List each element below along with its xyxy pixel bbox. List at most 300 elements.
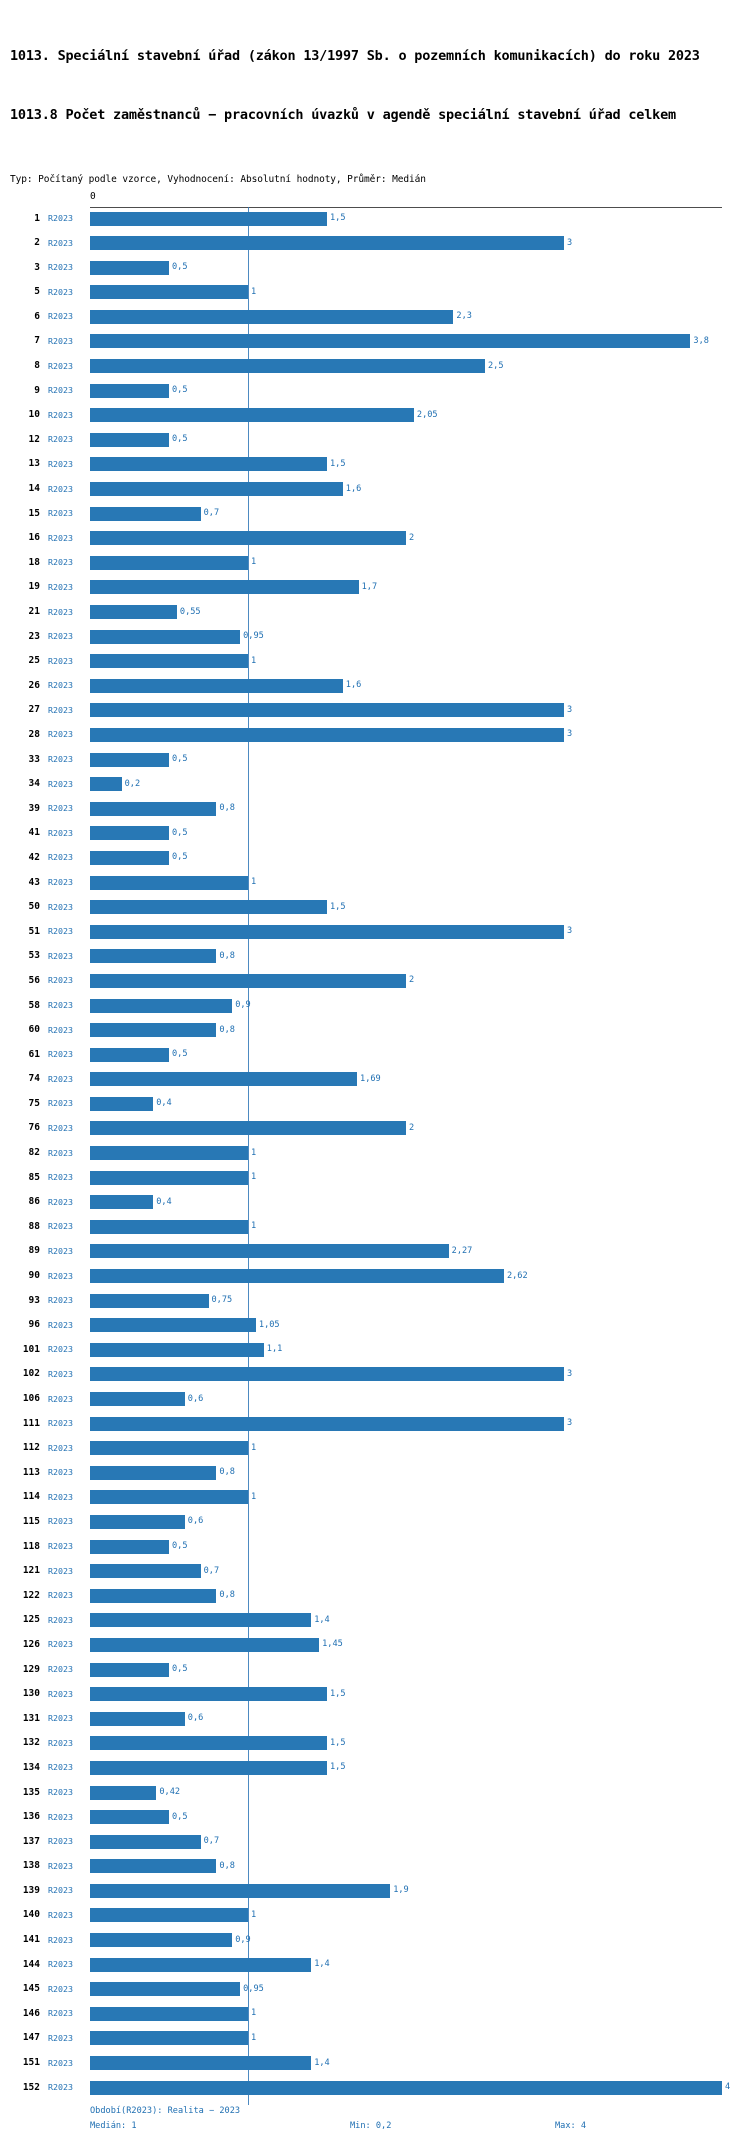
bar [90,2056,311,2070]
bar-value-label: 0,5 [172,385,188,396]
row-category-label: 41 [28,827,40,839]
row-series-label: R2023 [48,1934,73,1945]
row-series-label: R2023 [48,483,73,494]
bar-track [90,1859,730,1873]
bar-row [10,674,740,699]
bar [90,876,248,890]
bar-row [10,575,740,600]
row-series-label: R2023 [48,1737,73,1748]
bar-track [90,1687,730,1701]
bar-track [90,1072,730,1086]
bar [90,1097,153,1111]
row-category-label: 146 [22,2007,40,2019]
row-category-label: 89 [28,1245,40,1257]
row-series-label: R2023 [48,1713,73,1724]
row-category-label: 21 [28,606,40,617]
bar [90,310,453,324]
bar-value-label: 1,45 [322,1639,343,1650]
row-category-label: 129 [22,1663,40,1675]
bar-value-label: 0,8 [219,1467,235,1478]
bar-row [10,994,740,1019]
bar-row [10,1781,740,1806]
row-category-label: 2 [34,237,40,249]
bar-row [10,723,740,748]
row-series-label: R2023 [48,1491,73,1502]
bar-track [90,1343,730,1357]
row-series-label: R2023 [48,877,73,888]
bar-value-label: 0,5 [172,262,188,273]
row-category-label: 125 [22,1614,40,1626]
bar [90,753,169,767]
row-series-label: R2023 [48,335,73,346]
bar-track [90,630,730,644]
row-category-label: 26 [28,679,40,691]
row-series-label: R2023 [48,1467,73,1478]
row-series-label: R2023 [48,1541,73,1552]
bar-row [10,1190,740,1215]
row-series-label: R2023 [48,213,73,223]
bar [90,851,169,865]
row-category-label: 132 [22,1737,40,1749]
bar-track [90,826,730,840]
row-series-label: R2023 [48,2057,73,2068]
bar-track [90,1638,730,1652]
bar-row [10,1682,740,1707]
bar-value-label: 1,5 [330,1737,346,1748]
bar-row [10,1313,740,1338]
bar-row [10,1903,740,1928]
bar-value-label: 0,5 [172,434,188,445]
bar-row [10,1387,740,1412]
bar-row [10,969,740,994]
bar [90,1982,240,1996]
bar-row [10,920,740,945]
bar-track [90,949,730,963]
bar-row [10,1756,740,1781]
row-category-label: 139 [22,1884,40,1896]
bar-value-label: 0,8 [219,1590,235,1601]
bar-row [10,1633,740,1658]
bar-track [90,580,730,594]
bar-value-label: 2 [409,1122,415,1133]
bar-track [90,1908,730,1922]
bar-track [90,679,730,693]
bar-value-label: 0,5 [172,1541,188,1552]
bar [90,1859,216,1873]
row-series-label: R2023 [48,1073,73,1084]
bar-row [10,1289,740,1314]
bar-row [10,1092,740,1117]
bar-row [10,526,740,551]
row-series-label: R2023 [48,1221,73,1232]
bar-track [90,457,730,471]
bar-track [90,408,730,422]
bar-track [90,507,730,521]
bar-row [10,1854,740,1879]
bar-row [10,551,740,576]
bar-value-label: 0,7 [203,508,220,519]
bar-track [90,556,730,570]
row-category-label: 86 [28,1196,40,1208]
bar-value-label: 3 [567,704,573,715]
bar [90,236,564,250]
bar-row [10,1264,740,1289]
bar-value-label: 1,9 [393,1885,409,1896]
bar [90,556,248,570]
bar-value-label: 1,05 [258,1319,280,1330]
bar-value-label: 1,69 [360,1073,381,1084]
bar [90,654,248,668]
bar-value-label: 0,4 [156,1196,172,1207]
row-category-label: 152 [22,2081,40,2093]
row-series-label: R2023 [48,1787,73,1797]
bar [90,1687,327,1701]
bar [90,1392,185,1406]
chart-title-line2: 1013.8 Počet zaměstnanců − pracovních úvazků v agendě speciální stavební úřad celkem [10,106,676,123]
row-category-label: 75 [28,1097,40,1109]
bar-value-label: 3,8 [693,335,709,346]
bar-track [90,2056,730,2070]
row-series-label: R2023 [48,975,73,986]
bar-track [90,1613,730,1627]
bar [90,1269,504,1283]
bar-row [10,1928,740,1953]
bar [90,1540,169,1554]
row-category-label: 147 [22,2032,40,2044]
bar [90,457,327,471]
bar-value-label: 0,55 [179,606,201,617]
row-category-label: 96 [28,1319,40,1331]
bar [90,974,406,988]
row-category-label: 82 [28,1147,40,1159]
row-category-label: 28 [28,728,40,740]
row-series-label: R2023 [48,1122,73,1133]
bar-value-label: 0,5 [172,754,188,765]
row-category-label: 136 [22,1811,40,1823]
bar-track [90,1490,730,1504]
bar-track [90,310,730,324]
bar [90,507,201,521]
bar-track [90,1269,730,1283]
bar [90,1195,153,1209]
row-series-label: R2023 [48,1762,73,1773]
bar [90,1048,169,1062]
row-category-label: 23 [28,630,40,642]
bar-value-label: 1,5 [330,1688,346,1699]
row-series-label: R2023 [48,2008,73,2019]
bar-value-label: 0,8 [219,950,235,961]
row-category-label: 118 [22,1540,40,1552]
row-series-label: R2023 [48,1172,73,1183]
row-category-label: 51 [28,925,40,937]
row-series-label: R2023 [48,237,73,248]
bar-track [90,1589,730,1603]
bar-row [10,1338,740,1363]
row-category-label: 33 [28,753,40,765]
row-series-label: R2023 [48,1959,73,1970]
row-category-label: 27 [28,704,40,716]
bar-track [90,1244,730,1258]
row-series-label: R2023 [48,360,73,371]
bar-track [90,1835,730,1849]
bar [90,1023,216,1037]
row-series-label: R2023 [48,1983,73,1994]
chart-subtitle: Typ: Počítaný podle vzorce, Vyhodnocení: Absolutní hodnoty, Průměr: Medián [10,173,426,185]
bar [90,1786,156,1800]
row-series-label: R2023 [48,1319,73,1330]
bar-value-label: 0,9 [235,1934,251,1945]
bar-value-label: 1,4 [314,1959,330,1970]
bar-row [10,1215,740,1240]
bar-value-label: 1,5 [330,901,346,912]
bar-track [90,2081,730,2095]
bar-track [90,851,730,865]
row-category-label: 144 [22,1958,40,1970]
row-series-label: R2023 [48,1368,73,1379]
row-series-label: R2023 [48,1393,73,1404]
row-series-label: R2023 [48,1516,73,1527]
row-category-label: 3 [34,261,40,273]
bar-track [90,1736,730,1750]
bar-value-label: 3 [567,926,573,937]
bar-rows [10,207,740,2101]
bar [90,1663,169,1677]
bar-track [90,1761,730,1775]
bar-value-label: 0,95 [243,1983,264,1994]
bar-track [90,728,730,742]
bar [90,1466,216,1480]
row-category-label: 112 [22,1442,40,1454]
bar-track [90,334,730,348]
row-category-label: 19 [28,581,40,593]
bar-value-label: 0,7 [203,1836,220,1847]
bar-row [10,797,740,822]
bar-track [90,876,730,890]
bar-value-label: 0,6 [187,1393,204,1404]
row-category-label: 145 [22,1983,40,1995]
bar-row [10,1018,740,1043]
bar-track [90,999,730,1013]
bar-row [10,305,740,330]
bar-track [90,433,730,447]
bar [90,1835,201,1849]
bar [90,728,564,742]
bar-row [10,379,740,404]
bar-track [90,1564,730,1578]
row-series-label: R2023 [48,1639,73,1650]
bar [90,1908,248,1922]
bar-row [10,2051,740,2076]
bar [90,531,406,545]
bar-row [10,1830,740,1855]
row-category-label: 39 [28,802,40,814]
row-category-label: 126 [22,1638,40,1650]
bar [90,408,414,422]
row-category-label: 15 [28,507,40,519]
row-series-label: R2023 [48,1688,73,1699]
footer-max: Max: 4 [555,2121,587,2132]
row-series-label: R2023 [48,1270,73,1281]
bar-value-label: 0,4 [156,1098,172,1109]
bar [90,1761,327,1775]
bar-track [90,482,730,496]
row-series-label: R2023 [48,778,73,789]
bar-track [90,1195,730,1209]
row-series-label: R2023 [48,1565,73,1576]
bar-value-label: 1 [251,1491,257,1502]
bar-track [90,1097,730,1111]
bar-row [10,846,740,871]
bar [90,1810,169,1824]
bar-row [10,1362,740,1387]
bar-row [10,1043,740,1068]
bar-value-label: 1,4 [314,2057,330,2068]
row-series-label: R2023 [48,901,73,912]
row-series-label: R2023 [48,803,73,814]
bar-track [90,359,730,373]
row-series-label: R2023 [48,729,73,740]
bar [90,2031,248,2045]
row-category-label: 53 [28,950,40,962]
bar-track [90,1023,730,1037]
bar-track [90,1441,730,1455]
bar-value-label: 1 [251,1442,257,1453]
bar-row [10,821,740,846]
row-series-label: R2023 [48,1860,73,1871]
bar-track [90,605,730,619]
bar-row [10,625,740,650]
row-series-label: R2023 [48,1811,73,1822]
bar-track [90,1540,730,1554]
bar-value-label: 1 [251,655,257,666]
row-series-label: R2023 [48,434,73,445]
bar [90,212,327,226]
bar-row [10,1584,740,1609]
row-series-label: R2023 [48,557,73,568]
row-category-label: 18 [28,556,40,568]
chart-area [10,191,740,2101]
bar [90,1933,232,1947]
bar-value-label: 1 [251,1221,257,1232]
bar-row [10,1485,740,1510]
bar-value-label: 0,7 [203,1565,220,1576]
row-series-label: R2023 [48,754,73,765]
bar-row [10,329,740,354]
bar-row [10,1559,740,1584]
row-category-label: 14 [28,483,40,495]
bar-track [90,384,730,398]
row-category-label: 5 [34,286,40,298]
row-category-label: 106 [22,1393,40,1404]
row-category-label: 121 [22,1565,40,1577]
bar-value-label: 1 [251,1909,257,1920]
row-series-label: R2023 [48,409,73,420]
row-category-label: 1 [34,212,40,224]
bar-value-label: 0,9 [235,1000,251,1010]
bar [90,1490,248,1504]
row-category-label: 90 [28,1270,40,1282]
row-series-label: R2023 [48,1614,73,1625]
bar-value-label: 0,6 [187,1713,204,1724]
bar-row [10,1116,740,1141]
bar-track [90,1121,730,1135]
row-series-label: R2023 [48,1196,73,1207]
bar-value-label: 1,7 [361,581,378,592]
bar-value-label: 1,6 [345,483,362,494]
bar-value-label: 2,05 [416,409,438,420]
bar [90,433,169,447]
bar-row [10,1879,740,1904]
bar-row [10,2076,740,2101]
chart-title-line1: 1013. Speciální stavební úřad (zákon 13/1997 Sb. o pozemních komunikacích) do roku 2023 [10,48,700,65]
bar-value-label: 2 [409,975,415,986]
bar-track [90,1515,730,1529]
bar-row [10,944,740,969]
bar [90,1884,390,1898]
bar-row [10,871,740,896]
row-category-label: 12 [28,433,40,445]
bar-track [90,1466,730,1480]
bar-row [10,649,740,674]
row-series-label: R2023 [48,680,73,691]
bar-value-label: 1,6 [345,680,362,691]
row-category-label: 102 [22,1368,40,1380]
bar-row [10,1805,740,1830]
row-series-label: R2023 [48,1024,73,1035]
bar [90,1589,216,1603]
bar-row [10,1977,740,2002]
bar-value-label: 0,8 [219,1860,235,1871]
row-category-label: 134 [22,1761,40,1773]
chart-title [10,8,740,165]
row-series-label: R2023 [48,1147,73,1158]
bar-value-label: 0,42 [159,1787,181,1797]
bar-value-label: 0,6 [187,1516,204,1527]
bar [90,802,216,816]
bar-track [90,1146,730,1160]
bar-track [90,531,730,545]
bar-track [90,1048,730,1062]
row-category-label: 25 [28,655,40,667]
bar-track [90,703,730,717]
footer-median: Medián: 1 [90,2121,137,2132]
row-category-label: 131 [22,1712,40,1724]
bar-row [10,1707,740,1732]
bar [90,580,359,594]
bar-row [10,895,740,920]
bar-value-label: 2,5 [488,360,504,371]
row-series-label: R2023 [48,926,73,937]
row-category-label: 16 [28,532,40,544]
bar-track [90,1810,730,1824]
row-category-label: 34 [28,778,40,790]
row-series-label: R2023 [48,1344,73,1355]
bar-value-label: 1,1 [266,1344,283,1355]
row-series-label: R2023 [48,1049,73,1060]
bar-value-label: 1,5 [330,213,346,223]
row-series-label: R2023 [48,1885,73,1896]
bar-track [90,285,730,299]
row-category-label: 137 [22,1835,40,1847]
row-category-label: 8 [34,360,40,372]
bar-value-label: 2,62 [506,1270,528,1281]
bar-value-label: 4 [725,2082,731,2093]
row-category-label: 7 [34,335,40,347]
bar-row [10,354,740,379]
row-series-label: R2023 [48,950,73,961]
bar-track [90,1294,730,1308]
row-series-label: R2023 [48,655,73,666]
